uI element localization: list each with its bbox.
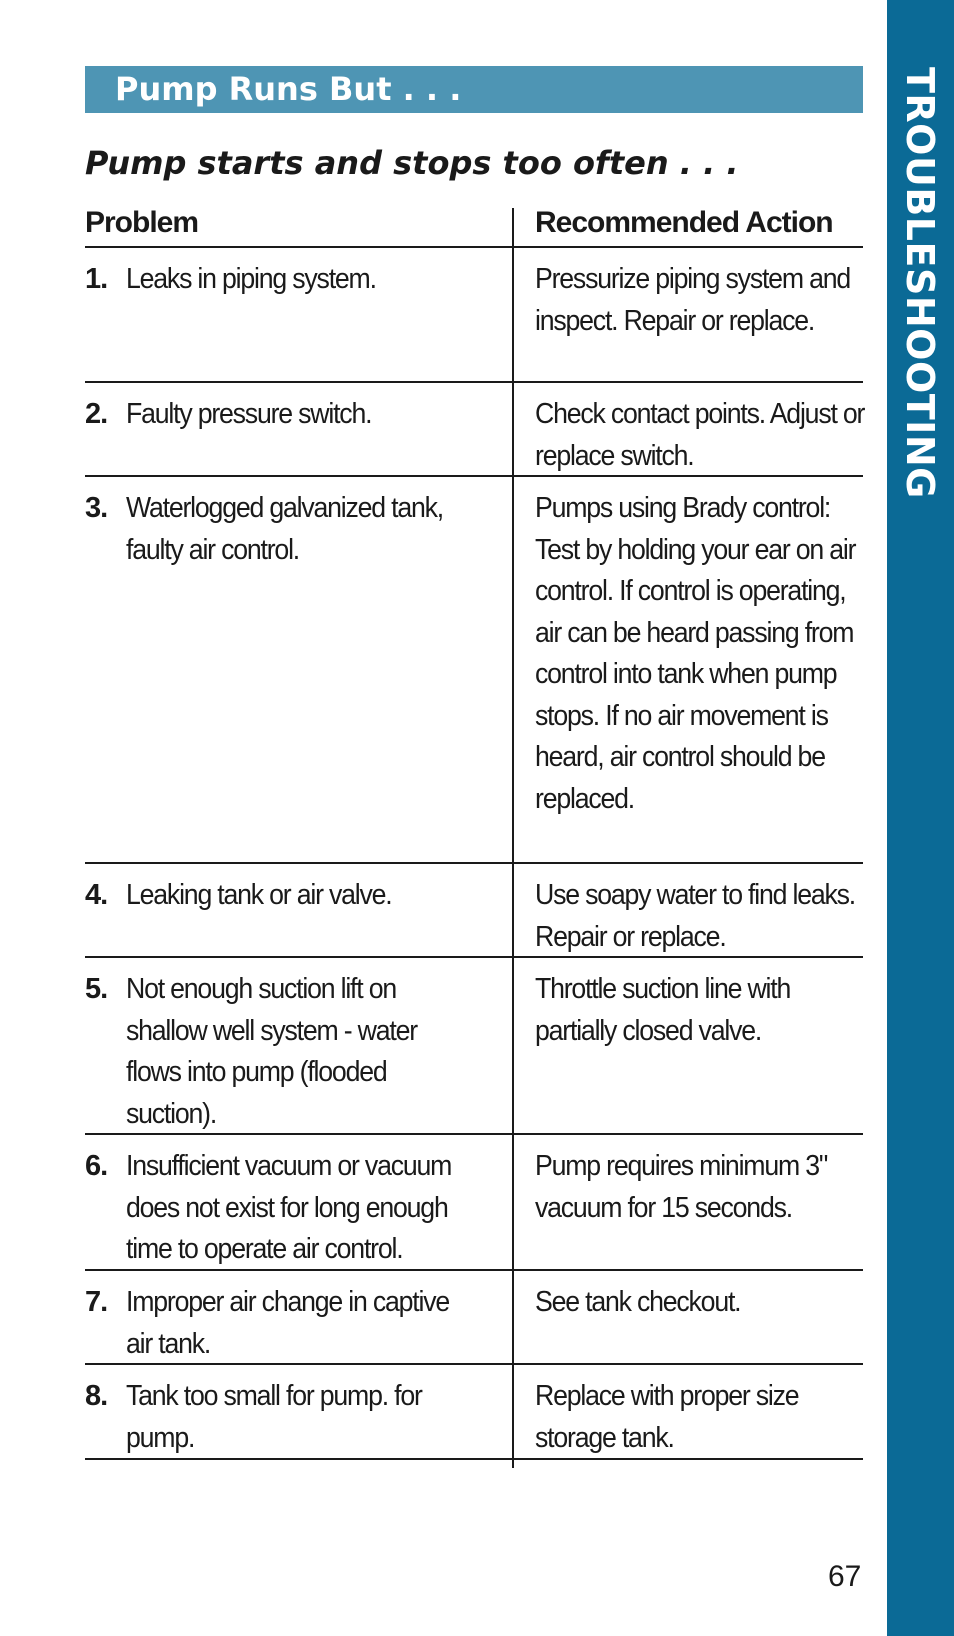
action-cell	[513, 248, 863, 381]
problem-cell	[85, 864, 513, 956]
problem-text: Leaking tank or air valve.	[126, 879, 392, 911]
row-number: 7.	[85, 1286, 108, 1318]
action-text: Replace with proper size storage tank.	[535, 1380, 799, 1454]
action-cell	[513, 477, 863, 862]
action-cell	[513, 383, 863, 475]
row-number: 6.	[85, 1150, 108, 1182]
action-text: Check contact points. Adjust or replace switch.	[535, 398, 865, 472]
row-number: 8.	[85, 1380, 108, 1412]
problem-text: Waterlogged galvanized tank, faulty air control.	[126, 492, 444, 566]
table-row	[85, 1135, 863, 1271]
row-number: 4.	[85, 879, 108, 911]
problem-text: Tank too small for pump. for pump.	[126, 1380, 422, 1454]
action-header: Recommended Action	[535, 206, 833, 239]
problem-cell	[85, 1135, 513, 1269]
section-title: Pump Runs But . . .	[115, 70, 462, 108]
subtitle: Pump starts and stops too often . . .	[85, 144, 739, 182]
problem-cell	[85, 477, 513, 862]
action-text: Pumps using Brady control: Test by holding your ear on air control. If control is operating, air can be heard passing from control into tank when pump stops. If no air movement is heard, air control should be replaced.	[535, 492, 856, 815]
problem-cell	[85, 1271, 513, 1363]
problem-text: Insufficient vacuum or vacuum does not exist for long enough time to operate air control.	[126, 1150, 452, 1265]
table-row	[85, 383, 863, 477]
action-cell	[513, 1271, 863, 1363]
problem-cell	[85, 383, 513, 475]
action-cell	[513, 1135, 863, 1269]
table-row	[85, 248, 863, 383]
side-tab-label: TROUBLESHOOTING	[898, 67, 942, 499]
page-number: 67	[828, 1560, 862, 1593]
problem-header: Problem	[85, 206, 199, 239]
action-text: Use soapy water to find leaks. Repair or replace.	[535, 879, 856, 953]
problem-text: Leaks in piping system.	[126, 263, 376, 295]
action-text: Pump requires minimum 3" vacuum for 15 seconds.	[535, 1150, 828, 1224]
table-row	[85, 958, 863, 1135]
action-cell	[513, 958, 863, 1133]
problem-cell	[85, 1365, 513, 1458]
problem-text: Improper air change in captive air tank.	[126, 1286, 450, 1360]
row-number: 1.	[85, 263, 108, 295]
column-divider	[512, 208, 514, 1468]
action-text: Pressurize piping system and inspect. Repair or replace.	[535, 263, 850, 337]
table-row	[85, 1365, 863, 1460]
row-number: 2.	[85, 398, 108, 430]
problem-cell	[85, 248, 513, 381]
problem-cell	[85, 958, 513, 1133]
table-row	[85, 477, 863, 864]
troubleshooting-table	[85, 206, 863, 1460]
row-number: 5.	[85, 973, 108, 1005]
table-header-row	[85, 206, 863, 248]
action-text: See tank checkout.	[535, 1286, 741, 1318]
table-row	[85, 1271, 863, 1365]
table-row	[85, 864, 863, 958]
problem-text: Faulty pressure switch.	[126, 398, 372, 430]
action-cell	[513, 1365, 863, 1458]
problem-text: Not enough suction lift on shallow well system - water flows into pump (flooded suction).	[126, 973, 417, 1130]
section-header-bar	[85, 66, 863, 113]
action-text: Throttle suction line with partially closed valve.	[535, 973, 791, 1047]
action-cell	[513, 864, 863, 956]
row-number: 3.	[85, 492, 108, 524]
